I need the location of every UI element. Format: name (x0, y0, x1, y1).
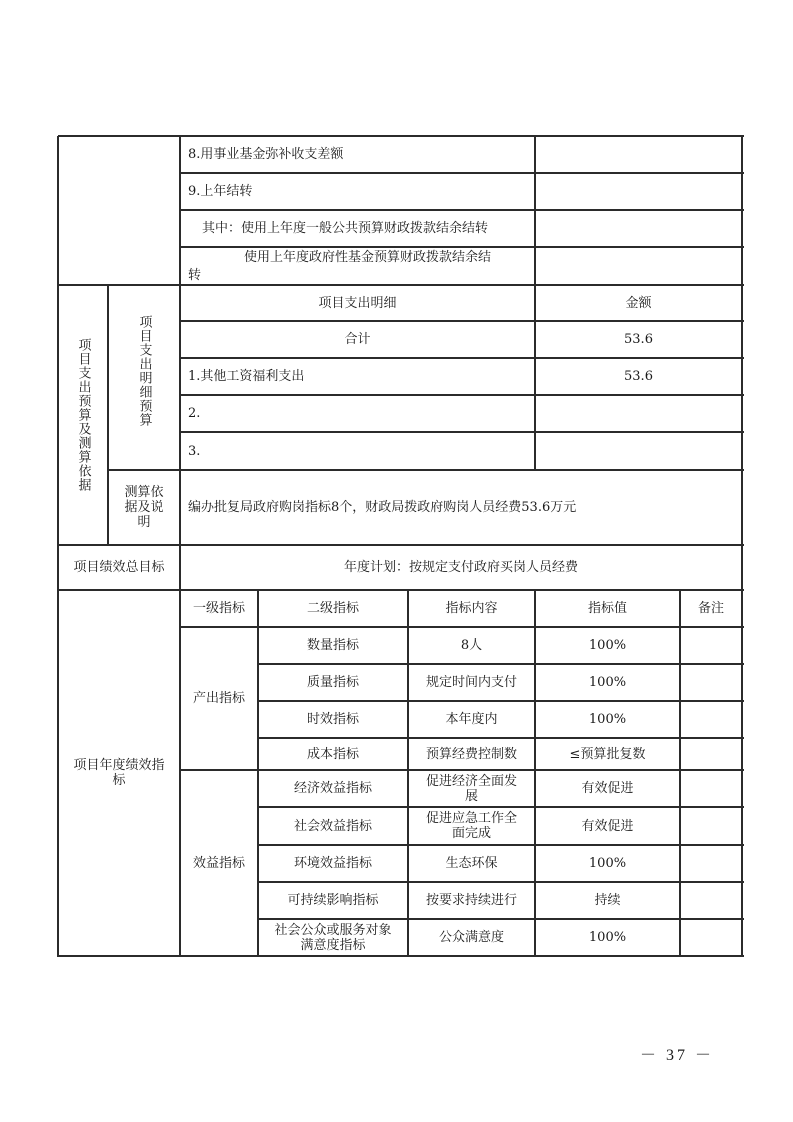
indicator-value-text: 有效促进 (581, 781, 634, 796)
indicator-note (680, 845, 742, 882)
indicator-content (408, 738, 535, 770)
indicator-value (535, 845, 680, 882)
indicator-value (535, 882, 680, 919)
indicator-value (535, 807, 680, 845)
grid-line (107, 285, 109, 546)
indicator-level2 (258, 738, 408, 770)
basis-label-text: 测算依 据及说 明 (124, 485, 164, 530)
grid-line (258, 844, 744, 846)
indicator-value-text: 有效促进 (581, 818, 634, 834)
header-amount (535, 285, 742, 321)
indicator-level2 (258, 919, 408, 956)
indicator-level2-text: 可持续影响指标 (287, 893, 379, 908)
indicators-section-label-text: 项目年度绩效指 标 (73, 758, 165, 788)
indicator-note (680, 770, 742, 807)
indicator-header-text: 二级指标 (306, 601, 359, 616)
grid-line (679, 590, 681, 957)
indicator-content-text: 促进经济全面发 展 (425, 773, 517, 804)
table-top-border (58, 135, 744, 137)
indicator-value (535, 627, 680, 664)
basis-text-text: 编办批复局政府购岗指标8个，财政局拨政府购岗人员经费53.6万元 (188, 500, 577, 515)
indicator-level2 (258, 882, 408, 919)
expense-section-label-text: 项目支出预算及测算依据 (75, 338, 91, 492)
indicator-level2 (258, 807, 408, 845)
grid-line (180, 209, 744, 211)
expense-detail-label (108, 285, 180, 470)
basis-text (180, 470, 742, 545)
grid-line (258, 806, 744, 808)
table-left-border (57, 136, 59, 957)
row-fund-carryover-line2: 转 (188, 268, 202, 283)
grid-line (58, 589, 744, 591)
indicator-note (680, 919, 742, 956)
indicator-header (535, 590, 680, 627)
row-general-carryover-label-text: 其中：使用上年度一般公共预算财政拨款结余结转 (202, 221, 489, 236)
expense-section-label (58, 285, 108, 545)
grid-line (179, 590, 181, 957)
expense-item-label-text: 1.其他工资福利支出 (188, 369, 305, 384)
indicator-level1-text: 产出指标 (192, 691, 245, 706)
row-fund-carryover-label (180, 247, 535, 285)
indicator-level2 (258, 664, 408, 701)
grid-line (180, 394, 744, 396)
indicator-level2-text: 经济效益指标 (293, 781, 372, 796)
grid-line (534, 136, 536, 471)
table-bottom-border (58, 955, 744, 957)
expense-item-value-text: 53.6 (624, 369, 653, 384)
indicator-content-text: 本年度内 (445, 712, 498, 727)
total-label (180, 321, 535, 358)
indicator-value (535, 738, 680, 770)
total-value (535, 321, 742, 358)
indicator-value (535, 664, 680, 701)
indicator-content (408, 627, 535, 664)
indicator-value (535, 919, 680, 956)
indicators-section-label (58, 590, 180, 956)
expense-detail-label-text: 项目支出明细预算 (136, 315, 152, 427)
row-fund-carryover-line1: 使用上年度政府性基金预算财政拨款结余结 (244, 250, 492, 265)
table-right-border (741, 136, 743, 957)
indicator-header (408, 590, 535, 627)
indicator-note (680, 701, 742, 738)
indicator-content (408, 807, 535, 845)
grid-line (258, 918, 744, 920)
indicator-content (408, 701, 535, 738)
indicator-content (408, 770, 535, 807)
indicator-level2 (258, 701, 408, 738)
grid-line (179, 136, 181, 591)
grid-line (180, 431, 744, 433)
indicator-header-text: 指标内容 (445, 601, 498, 616)
indicator-content-text: 生态环保 (445, 856, 498, 871)
indicator-level2 (258, 845, 408, 882)
row-8-label (180, 136, 535, 173)
grid-line (108, 469, 182, 471)
indicator-level2-text: 环境效益指标 (293, 856, 372, 871)
expense-item-value (535, 432, 742, 470)
expense-item-label-text: 3. (188, 443, 201, 459)
expense-item-label-text: 2. (188, 406, 201, 421)
goal-text-text: 年度计划：按规定支付政府买岗人员经费 (343, 560, 578, 575)
indicator-content (408, 882, 535, 919)
grid-line (257, 590, 259, 957)
grid-line (58, 544, 744, 546)
indicator-header-text: 备注 (697, 601, 724, 616)
indicator-note (680, 807, 742, 845)
indicator-value-text: 持续 (594, 893, 621, 908)
indicator-header (680, 590, 742, 627)
grid-line (180, 357, 744, 359)
indicator-level1 (180, 770, 258, 956)
expense-item-label (180, 395, 535, 432)
indicator-header (258, 590, 408, 627)
row-9-label (180, 173, 535, 210)
indicator-level2-text: 时效指标 (306, 712, 359, 727)
indicator-header (180, 590, 258, 627)
row-9-label-text: 9.上年结转 (188, 184, 253, 199)
goal-text (180, 545, 742, 590)
indicator-value (535, 770, 680, 807)
row-8-label-text: 8.用事业基金弥补收支差额 (188, 147, 344, 162)
indicator-note (680, 627, 742, 664)
indicator-content (408, 845, 535, 882)
basis-label (108, 470, 180, 545)
indicator-value-text: 100% (588, 675, 627, 690)
indicator-content (408, 664, 535, 701)
grid-line (180, 626, 744, 628)
indicator-level1 (180, 627, 258, 770)
indicator-content-text: 按要求持续进行 (425, 893, 517, 908)
header-expense-detail-text: 项目支出明细 (318, 295, 397, 311)
grid-line (258, 663, 744, 665)
grid-line (180, 172, 744, 174)
header-amount-text: 金额 (625, 295, 652, 311)
grid-line (258, 700, 744, 702)
grid-line (258, 881, 744, 883)
expense-item-value (535, 395, 742, 432)
indicator-level2-text: 社会公众或服务对象 满意度指标 (274, 922, 392, 953)
grid-line (180, 246, 744, 248)
row-general-carryover-label (180, 210, 535, 247)
indicator-level2-text: 数量指标 (306, 638, 359, 653)
grid-line (180, 769, 744, 771)
indicator-value-text: 100% (588, 930, 627, 945)
header-expense-detail (180, 285, 535, 321)
indicator-content (408, 919, 535, 956)
indicator-content-text: 促进应急工作全 面完成 (425, 811, 517, 841)
indicator-level2-text: 质量指标 (306, 675, 359, 690)
indicator-header-text: 一级指标 (192, 601, 245, 616)
indicator-note (680, 664, 742, 701)
grid-line (407, 590, 409, 957)
total-label-text: 合计 (344, 332, 371, 347)
indicator-level2-text: 社会效益指标 (293, 818, 372, 834)
indicator-note (680, 882, 742, 919)
goal-label (58, 545, 180, 590)
grid-line (58, 284, 744, 286)
indicator-content-text: 公众满意度 (438, 930, 504, 945)
indicator-content-text: 8人 (460, 638, 483, 653)
indicator-level2 (258, 627, 408, 664)
indicator-level2 (258, 770, 408, 807)
indicator-value-text: ≤预算批复数 (569, 746, 646, 762)
indicator-level1-text: 效益指标 (192, 855, 245, 871)
goal-label-text: 项目绩效总目标 (73, 560, 165, 575)
indicator-value-text: 100% (588, 856, 627, 871)
indicator-header-text: 指标值 (587, 601, 627, 616)
indicator-content-text: 规定时间内支付 (425, 675, 517, 690)
total-value-text: 53.6 (624, 332, 653, 347)
indicator-value (535, 701, 680, 738)
page-number: － 37 － (640, 1047, 715, 1064)
grid-line (180, 469, 744, 471)
grid-line (180, 320, 744, 322)
indicator-note (680, 738, 742, 770)
expense-item-label (180, 358, 535, 395)
grid-line (534, 590, 536, 957)
expense-item-value (535, 358, 742, 395)
indicator-value-text: 100% (588, 712, 627, 727)
indicator-value-text: 100% (588, 638, 627, 653)
expense-item-label (180, 432, 535, 470)
grid-line (258, 737, 744, 739)
indicator-level2-text: 成本指标 (306, 746, 359, 762)
indicator-content-text: 预算经费控制数 (425, 746, 517, 762)
